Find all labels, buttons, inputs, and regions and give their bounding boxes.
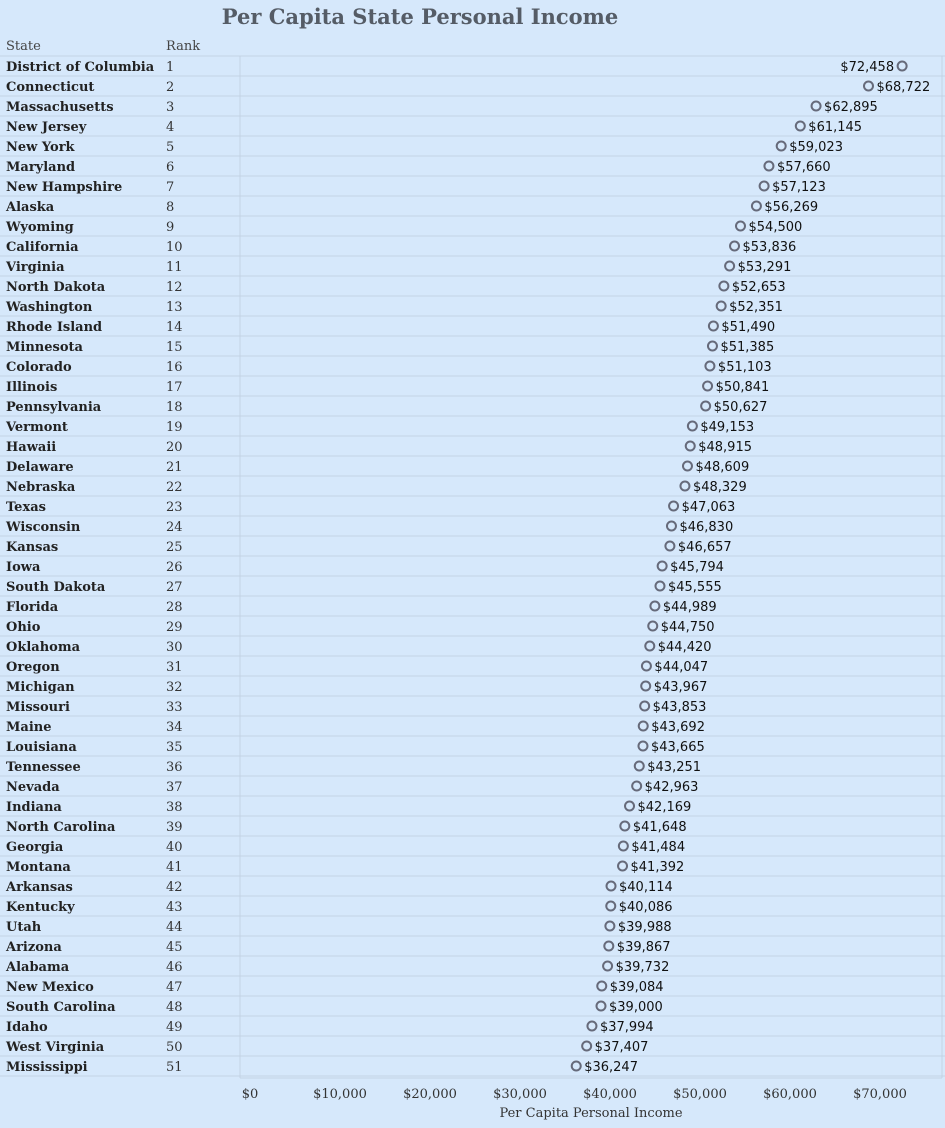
data-point: [604, 942, 613, 951]
data-label: $56,269: [764, 200, 819, 215]
data-point: [796, 122, 805, 131]
data-label: $41,648: [632, 820, 687, 835]
data-point: [582, 1042, 591, 1051]
state-label: Nevada: [6, 780, 60, 795]
state-label: Virginia: [6, 260, 65, 275]
data-point: [777, 142, 786, 151]
rank-label: 23: [166, 500, 183, 515]
data-label: $52,653: [731, 280, 786, 295]
data-label: $44,047: [654, 660, 709, 675]
data-label: $59,023: [789, 140, 843, 155]
rank-label: 20: [166, 440, 183, 455]
x-axis-title: Per Capita Personal Income: [499, 1106, 683, 1121]
data-label: $47,063: [681, 500, 736, 515]
x-tick-label: $40,000: [583, 1087, 637, 1102]
rank-label: 25: [166, 540, 183, 555]
data-label: $48,915: [698, 440, 753, 455]
x-tick-label: $0: [241, 1087, 259, 1102]
data-label: $48,329: [692, 480, 747, 495]
rank-label: 24: [166, 520, 183, 535]
rank-label: 30: [166, 640, 183, 655]
data-label: $53,836: [742, 240, 797, 255]
data-point: [625, 802, 634, 811]
data-point: [736, 222, 745, 231]
rank-label: 45: [166, 940, 183, 955]
state-label: Illinois: [6, 380, 58, 395]
state-label: Alaska: [6, 200, 55, 215]
data-label: $51,385: [720, 340, 775, 355]
rank-label: 51: [166, 1060, 183, 1075]
state-label: Minnesota: [6, 340, 83, 355]
data-point: [605, 922, 614, 931]
data-point: [701, 402, 710, 411]
data-point: [607, 882, 616, 891]
state-label: Delaware: [6, 460, 74, 475]
state-label: Oklahoma: [6, 640, 80, 655]
rank-label: 9: [166, 220, 175, 235]
rank-label: 14: [166, 320, 183, 335]
state-column-header: State: [6, 39, 41, 54]
state-label: Iowa: [6, 560, 41, 575]
data-point: [669, 502, 678, 511]
data-point: [606, 902, 615, 911]
rank-column-header: Rank: [166, 39, 201, 54]
rank-label: 3: [166, 100, 175, 115]
data-marks: [572, 60, 931, 1075]
rank-label: 36: [166, 760, 183, 775]
rank-label: 12: [166, 280, 183, 295]
data-point: [812, 102, 821, 111]
rank-label: 35: [166, 740, 183, 755]
data-point: [603, 962, 612, 971]
data-label: $62,895: [824, 100, 878, 115]
data-point: [665, 542, 674, 551]
state-label: Rhode Island: [6, 320, 103, 335]
data-label: $61,145: [808, 120, 863, 135]
x-tick-label: $50,000: [673, 1087, 727, 1102]
data-label: $43,251: [647, 760, 702, 775]
rank-label: 28: [166, 600, 183, 615]
data-label: $51,490: [721, 320, 776, 335]
state-label: Washington: [6, 300, 93, 315]
data-label: $41,392: [630, 860, 685, 875]
data-label: $48,609: [695, 460, 750, 475]
rank-label: 31: [166, 660, 183, 675]
data-label: $53,291: [737, 260, 792, 275]
rank-label: 41: [166, 860, 183, 875]
data-point: [645, 642, 654, 651]
data-point: [655, 582, 664, 591]
data-label: $39,988: [617, 920, 672, 935]
rank-label: 11: [166, 260, 183, 275]
data-point: [639, 722, 648, 731]
state-label: West Virginia: [6, 1040, 105, 1055]
state-label: Arkansas: [6, 880, 73, 895]
state-label: Connecticut: [6, 80, 95, 95]
state-label: Montana: [6, 860, 71, 875]
state-label: Indiana: [6, 800, 62, 815]
state-label: Massachusetts: [6, 100, 114, 115]
data-label: $43,853: [652, 700, 707, 715]
data-label: $44,989: [662, 600, 717, 615]
state-label: Alabama: [6, 960, 70, 975]
data-point: [642, 662, 651, 671]
state-label: Ohio: [6, 620, 41, 635]
state-label: Michigan: [6, 680, 75, 695]
state-label: Oregon: [6, 660, 60, 675]
rank-label: 5: [166, 140, 175, 155]
rank-label: 39: [166, 820, 183, 835]
data-point: [680, 482, 689, 491]
x-tick-label: $10,000: [313, 1087, 367, 1102]
state-label: Utah: [6, 920, 42, 935]
data-point: [864, 82, 873, 91]
data-point: [641, 682, 650, 691]
data-point: [620, 822, 629, 831]
state-label: Maine: [6, 720, 52, 735]
data-label: $37,407: [594, 1040, 649, 1055]
rank-label: 43: [166, 900, 183, 915]
data-point: [686, 442, 695, 451]
rank-label: 7: [166, 180, 175, 195]
data-point: [618, 862, 627, 871]
data-label: $45,555: [667, 580, 722, 595]
rank-label: 34: [166, 720, 183, 735]
rank-label: 4: [166, 120, 175, 135]
rank-label: 1: [166, 60, 175, 75]
data-point: [650, 602, 659, 611]
data-label: $72,458: [840, 60, 895, 75]
data-point: [667, 522, 676, 531]
data-label: $68,722: [876, 80, 931, 95]
rank-label: 15: [166, 340, 183, 355]
rank-label: 38: [166, 800, 183, 815]
state-label: Wyoming: [6, 220, 74, 235]
state-label: District of Columbia: [6, 60, 155, 75]
state-label: Mississippi: [6, 1060, 88, 1075]
state-label: Texas: [6, 500, 46, 515]
data-point: [648, 622, 657, 631]
rank-label: 2: [166, 80, 175, 95]
data-label: $51,103: [717, 360, 772, 375]
x-tick-label: $60,000: [763, 1087, 817, 1102]
data-point: [730, 242, 739, 251]
data-point: [640, 702, 649, 711]
data-point: [587, 1022, 596, 1031]
state-label: North Dakota: [6, 280, 106, 295]
data-label: $46,657: [677, 540, 732, 555]
rank-label: 37: [166, 780, 183, 795]
rank-label: 17: [166, 380, 183, 395]
data-point: [709, 322, 718, 331]
state-label: New Mexico: [6, 980, 94, 995]
state-label: California: [6, 240, 79, 255]
data-label: $46,830: [679, 520, 734, 535]
state-label: Maryland: [6, 160, 76, 175]
data-point: [898, 62, 907, 71]
data-label: $49,153: [700, 420, 755, 435]
data-label: $39,084: [609, 980, 664, 995]
state-label: New York: [6, 140, 75, 155]
data-label: $42,169: [637, 800, 692, 815]
state-label: Idaho: [6, 1020, 48, 1035]
rank-label: 33: [166, 700, 183, 715]
data-label: $39,000: [609, 1000, 663, 1015]
data-point: [572, 1062, 581, 1071]
data-label: $39,867: [616, 940, 671, 955]
data-label: $52,351: [729, 300, 783, 315]
data-point: [752, 202, 761, 211]
state-label: Missouri: [6, 700, 70, 715]
rank-label: 22: [166, 480, 183, 495]
data-point: [688, 422, 697, 431]
rank-label: 18: [166, 400, 183, 415]
rank-label: 50: [166, 1040, 183, 1055]
x-tick-label: $70,000: [853, 1087, 907, 1102]
x-axis-ticks: [242, 1087, 907, 1102]
rank-label: 8: [166, 200, 175, 215]
data-label: $40,086: [618, 900, 673, 915]
state-label: Nebraska: [6, 480, 76, 495]
state-label: North Carolina: [6, 820, 116, 835]
rank-label: 40: [166, 840, 183, 855]
state-label: Pennsylvania: [6, 400, 102, 415]
data-label: $44,750: [660, 620, 715, 635]
rank-label: 16: [166, 360, 183, 375]
data-point: [717, 302, 726, 311]
data-label: $43,692: [651, 720, 705, 735]
data-point: [619, 842, 628, 851]
state-label: Wisconsin: [6, 520, 81, 535]
state-label: Tennessee: [6, 760, 81, 775]
x-tick-label: $30,000: [493, 1087, 547, 1102]
data-label: $37,994: [599, 1020, 654, 1035]
data-point: [635, 762, 644, 771]
rank-label: 6: [166, 160, 175, 175]
data-label: $44,420: [657, 640, 712, 655]
rank-label: 27: [166, 580, 183, 595]
rank-label: 13: [166, 300, 183, 315]
state-label: New Hampshire: [6, 180, 123, 195]
data-label: $57,123: [772, 180, 826, 195]
data-point: [597, 982, 606, 991]
rank-label: 47: [166, 980, 183, 995]
state-label: Georgia: [6, 840, 64, 855]
data-label: $43,967: [653, 680, 708, 695]
data-label: $50,627: [713, 400, 768, 415]
data-point: [638, 742, 647, 751]
data-label: $36,247: [584, 1060, 638, 1075]
state-label: Vermont: [6, 420, 68, 435]
data-point: [719, 282, 728, 291]
state-label: New Jersey: [6, 120, 87, 135]
rank-label: 26: [166, 560, 183, 575]
data-point: [703, 382, 712, 391]
data-point: [597, 1002, 606, 1011]
rank-label: 46: [166, 960, 183, 975]
data-label: $50,841: [715, 380, 770, 395]
data-point: [683, 462, 692, 471]
state-label: Arizona: [6, 940, 62, 955]
state-label: Louisiana: [6, 740, 77, 755]
data-point: [658, 562, 667, 571]
data-label: $54,500: [748, 220, 803, 235]
state-label: Colorado: [6, 360, 72, 375]
rank-label: 32: [166, 680, 183, 695]
state-label: Kentucky: [6, 900, 75, 915]
data-label: $42,963: [644, 780, 699, 795]
state-label: Florida: [6, 600, 59, 615]
data-point: [632, 782, 641, 791]
chart-title: Per Capita State Personal Income: [221, 4, 619, 29]
rank-label: 21: [166, 460, 183, 475]
rank-label: 48: [166, 1000, 183, 1015]
data-label: $43,665: [650, 740, 705, 755]
data-label: $57,660: [776, 160, 831, 175]
rank-label: 10: [166, 240, 183, 255]
data-label: $39,732: [615, 960, 670, 975]
data-point: [764, 162, 773, 171]
row-labels: [5, 60, 183, 1075]
x-tick-label: $20,000: [403, 1087, 457, 1102]
data-point: [725, 262, 734, 271]
state-label: Hawaii: [6, 440, 57, 455]
rank-label: 44: [166, 920, 183, 935]
state-label: South Dakota: [6, 580, 106, 595]
data-point: [708, 342, 717, 351]
data-label: $40,114: [619, 880, 673, 895]
rank-label: 42: [166, 880, 183, 895]
data-point: [760, 182, 769, 191]
state-label: Kansas: [6, 540, 59, 555]
data-label: $41,484: [631, 840, 686, 855]
state-label: South Carolina: [6, 1000, 116, 1015]
data-point: [705, 362, 714, 371]
rank-label: 29: [166, 620, 183, 635]
rank-label: 49: [166, 1020, 183, 1035]
data-label: $45,794: [670, 560, 724, 575]
rank-label: 19: [166, 420, 183, 435]
